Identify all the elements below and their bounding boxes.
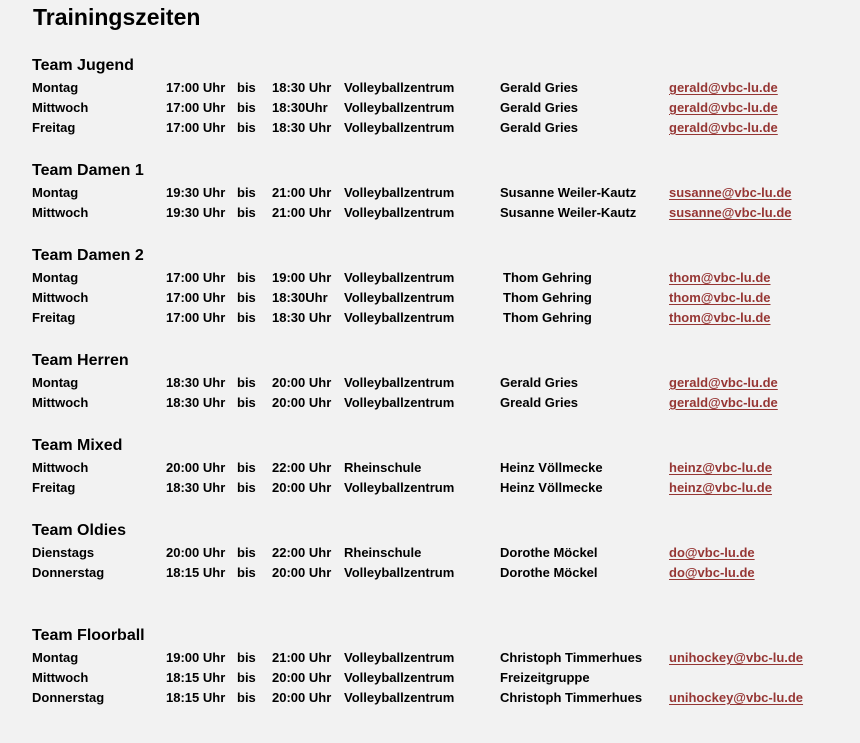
bis-cell: bis <box>237 185 256 200</box>
email-link[interactable]: thom@vbc-lu.de <box>669 310 771 325</box>
day-cell: Montag <box>32 650 79 665</box>
email-link[interactable]: unihockey@vbc-lu.de <box>669 650 804 665</box>
end-time-cell: 18:30 Uhr <box>272 310 332 325</box>
bis-cell: bis <box>237 120 256 135</box>
schedule-row <box>0 288 860 308</box>
end-time-cell: 20:00 Uhr <box>272 480 332 495</box>
day-cell: Mittwoch <box>32 290 89 305</box>
trainer-cell: Thom Gehring <box>503 310 592 325</box>
bis-cell: bis <box>237 670 256 685</box>
start-time-cell: 20:00 Uhr <box>166 545 226 560</box>
schedule-row <box>0 268 860 288</box>
day-cell: Montag <box>32 80 79 95</box>
day-cell: Freitag <box>32 310 76 325</box>
email-link[interactable]: gerald@vbc-lu.de <box>669 100 778 115</box>
trainer-cell: Gerald Gries <box>500 375 579 390</box>
location-cell: Volleyballzentrum <box>344 480 455 495</box>
end-time-cell: 22:00 Uhr <box>272 545 332 560</box>
day-cell: Montag <box>32 270 79 285</box>
trainer-cell: Christoph Timmerhues <box>500 650 643 665</box>
day-cell: Montag <box>32 375 79 390</box>
location-cell: Volleyballzentrum <box>344 120 455 135</box>
trainer-cell: Christoph Timmerhues <box>500 690 643 705</box>
schedule-row <box>0 688 860 708</box>
bis-cell: bis <box>237 565 256 580</box>
start-time-cell: 19:30 Uhr <box>166 205 226 220</box>
location-cell: Volleyballzentrum <box>344 80 455 95</box>
trainer-cell: Heinz Völlmecke <box>500 480 603 495</box>
bis-cell: bis <box>237 290 256 305</box>
day-cell: Dienstags <box>32 545 95 560</box>
end-time-cell: 19:00 Uhr <box>272 270 332 285</box>
end-time-cell: 18:30 Uhr <box>272 120 332 135</box>
schedule-row <box>0 563 860 583</box>
location-cell: Volleyballzentrum <box>344 670 455 685</box>
day-cell: Montag <box>32 185 79 200</box>
team-title: Team Jugend <box>32 57 134 74</box>
start-time-cell: 19:30 Uhr <box>166 185 226 200</box>
location-cell: Volleyballzentrum <box>344 270 455 285</box>
end-time-cell: 20:00 Uhr <box>272 565 332 580</box>
email-link[interactable]: unihockey@vbc-lu.de <box>669 690 804 705</box>
bis-cell: bis <box>237 650 256 665</box>
email-link[interactable]: susanne@vbc-lu.de <box>669 185 792 200</box>
trainer-cell: Gerald Gries <box>500 100 579 115</box>
location-cell: Volleyballzentrum <box>344 650 455 665</box>
email-link[interactable]: gerald@vbc-lu.de <box>669 395 778 410</box>
trainer-cell: Thom Gehring <box>503 270 592 285</box>
start-time-cell: 18:15 Uhr <box>166 690 226 705</box>
start-time-cell: 17:00 Uhr <box>166 270 226 285</box>
trainer-cell: Gerald Gries <box>500 120 579 135</box>
team-title: Team Damen 1 <box>32 162 144 179</box>
trainer-cell: Thom Gehring <box>503 290 592 305</box>
location-cell: Volleyballzentrum <box>344 100 455 115</box>
team-title: Team Herren <box>32 352 129 369</box>
schedule-row <box>0 543 860 563</box>
page-title: Trainingszeiten <box>33 4 201 30</box>
email-link[interactable]: heinz@vbc-lu.de <box>669 460 772 475</box>
end-time-cell: 18:30 Uhr <box>272 80 332 95</box>
start-time-cell: 17:00 Uhr <box>166 290 226 305</box>
location-cell: Rheinschule <box>344 545 422 560</box>
email-link[interactable]: gerald@vbc-lu.de <box>669 375 778 390</box>
day-cell: Donnerstag <box>32 565 105 580</box>
schedule-row <box>0 308 860 328</box>
trainer-cell: Susanne Weiler-Kautz <box>500 185 637 200</box>
trainer-cell: Freizeitgruppe <box>500 670 590 685</box>
end-time-cell: 21:00 Uhr <box>272 650 332 665</box>
start-time-cell: 17:00 Uhr <box>166 80 226 95</box>
schedule-row <box>0 458 860 478</box>
email-link[interactable]: do@vbc-lu.de <box>669 565 755 580</box>
end-time-cell: 20:00 Uhr <box>272 395 332 410</box>
email-link[interactable]: heinz@vbc-lu.de <box>669 480 772 495</box>
schedule-row <box>0 78 860 98</box>
schedule-row <box>0 118 860 138</box>
day-cell: Mittwoch <box>32 205 89 220</box>
bis-cell: bis <box>237 310 256 325</box>
bis-cell: bis <box>237 80 256 95</box>
email-link[interactable]: susanne@vbc-lu.de <box>669 205 792 220</box>
schedule-row <box>0 648 860 668</box>
day-cell: Freitag <box>32 480 76 495</box>
end-time-cell: 21:00 Uhr <box>272 205 332 220</box>
day-cell: Mittwoch <box>32 460 89 475</box>
location-cell: Volleyballzentrum <box>344 565 455 580</box>
trainer-cell: Greald Gries <box>500 395 579 410</box>
location-cell: Volleyballzentrum <box>344 375 455 390</box>
bis-cell: bis <box>237 100 256 115</box>
day-cell: Donnerstag <box>32 690 105 705</box>
day-cell: Freitag <box>32 120 76 135</box>
bis-cell: bis <box>237 395 256 410</box>
location-cell: Volleyballzentrum <box>344 310 455 325</box>
day-cell: Mittwoch <box>32 395 89 410</box>
schedule-row <box>0 393 860 413</box>
location-cell: Volleyballzentrum <box>344 395 455 410</box>
start-time-cell: 17:00 Uhr <box>166 120 226 135</box>
start-time-cell: 18:15 Uhr <box>166 565 226 580</box>
bis-cell: bis <box>237 545 256 560</box>
location-cell: Rheinschule <box>344 460 422 475</box>
email-link[interactable]: thom@vbc-lu.de <box>669 290 771 305</box>
trainer-cell: Dorothe Möckel <box>500 565 598 580</box>
start-time-cell: 18:30 Uhr <box>166 480 226 495</box>
end-time-cell: 18:30Uhr <box>272 290 328 305</box>
start-time-cell: 18:15 Uhr <box>166 670 226 685</box>
schedule-row <box>0 668 860 688</box>
schedule-row <box>0 183 860 203</box>
end-time-cell: 21:00 Uhr <box>272 185 332 200</box>
trainer-cell: Susanne Weiler-Kautz <box>500 205 637 220</box>
end-time-cell: 20:00 Uhr <box>272 670 332 685</box>
email-link[interactable]: do@vbc-lu.de <box>669 545 755 560</box>
end-time-cell: 20:00 Uhr <box>272 375 332 390</box>
location-cell: Volleyballzentrum <box>344 690 455 705</box>
trainer-cell: Dorothe Möckel <box>500 545 598 560</box>
schedule-row <box>0 373 860 393</box>
start-time-cell: 18:30 Uhr <box>166 375 226 390</box>
schedule-row <box>0 203 860 223</box>
trainer-cell: Gerald Gries <box>500 80 579 95</box>
email-link[interactable]: gerald@vbc-lu.de <box>669 80 778 95</box>
bis-cell: bis <box>237 480 256 495</box>
bis-cell: bis <box>237 375 256 390</box>
bis-cell: bis <box>237 690 256 705</box>
location-cell: Volleyballzentrum <box>344 290 455 305</box>
day-cell: Mittwoch <box>32 100 89 115</box>
bis-cell: bis <box>237 460 256 475</box>
team-title: Team Floorball <box>32 627 145 644</box>
team-title: Team Oldies <box>32 522 126 539</box>
start-time-cell: 20:00 Uhr <box>166 460 226 475</box>
schedule-row <box>0 478 860 498</box>
bis-cell: bis <box>237 270 256 285</box>
team-title: Team Mixed <box>32 437 123 454</box>
trainer-cell: Heinz Völlmecke <box>500 460 603 475</box>
bis-cell: bis <box>237 205 256 220</box>
email-link[interactable]: gerald@vbc-lu.de <box>669 120 778 135</box>
location-cell: Volleyballzentrum <box>344 185 455 200</box>
end-time-cell: 20:00 Uhr <box>272 690 332 705</box>
end-time-cell: 22:00 Uhr <box>272 460 332 475</box>
start-time-cell: 17:00 Uhr <box>166 310 226 325</box>
schedule-row <box>0 98 860 118</box>
email-link[interactable]: thom@vbc-lu.de <box>669 270 771 285</box>
location-cell: Volleyballzentrum <box>344 205 455 220</box>
team-title: Team Damen 2 <box>32 247 144 264</box>
end-time-cell: 18:30Uhr <box>272 100 328 115</box>
start-time-cell: 19:00 Uhr <box>166 650 226 665</box>
start-time-cell: 18:30 Uhr <box>166 395 226 410</box>
start-time-cell: 17:00 Uhr <box>166 100 226 115</box>
day-cell: Mittwoch <box>32 670 89 685</box>
